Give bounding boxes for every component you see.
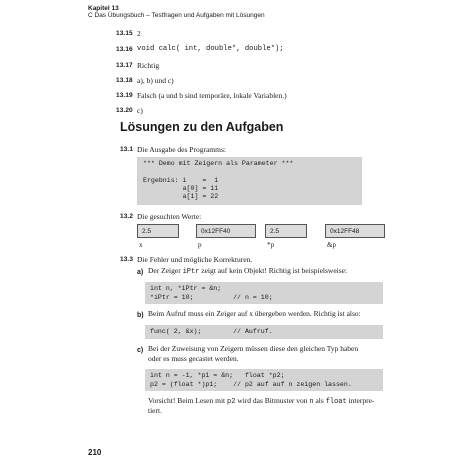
chapter-label: Kapitel 13: [88, 5, 119, 12]
answer-text: a), b) und c): [137, 76, 174, 85]
answer-number: 13.17: [116, 62, 133, 69]
task-text: Die Ausgabe des Programms:: [137, 145, 226, 154]
value-box-addr-p: 0x12FF48: [325, 224, 385, 238]
code-line: *** Demo mit Zeigern als Parameter ***: [143, 160, 294, 167]
sub-label-a: a): [137, 269, 144, 276]
sub-text-c-line1: Bei der Zuweisung von Zeigern müssen diese den gleichen Typ haben: [148, 344, 359, 353]
task-text: Die Fehler und mögliche Korrekturen.: [137, 255, 253, 264]
value-label-p: p: [198, 241, 202, 249]
answer-text: Falsch (a und b sind temporäre, lokale Variablen.): [137, 91, 287, 100]
sub-text-a: Der Zeiger iPtr zeigt auf kein Objekt! Richtig ist beispielsweise:: [148, 266, 348, 276]
sub-text-c-line2: oder es muss gecastet werden.: [148, 354, 239, 363]
code-line: a[1] = 22: [143, 193, 219, 200]
page-number: 210: [88, 448, 102, 457]
code-block: [145, 325, 383, 339]
sub-label-c: c): [137, 347, 144, 354]
code-line: int n, *iPtr = &n;: [150, 285, 222, 292]
code-line: func( 2, &x); // Aufruf.: [150, 328, 273, 335]
answer-number: 13.15: [116, 30, 133, 37]
task-number: 13.1: [120, 146, 134, 153]
code-block: [145, 282, 383, 304]
answer-number: 13.16: [116, 46, 133, 53]
code-line: int n = -1, *p1 = &n; float *p2;: [150, 372, 285, 379]
sub-text-b: Beim Aufruf muss ein Zeiger auf x übergeben werden. Richtig ist also:: [148, 309, 361, 318]
value-box-p: 0x12FF40: [196, 224, 256, 238]
code-line: Ergebnis: i = 1: [143, 177, 219, 184]
section-heading: Lösungen zu den Aufgaben: [120, 120, 284, 134]
task-number: 13.3: [120, 256, 134, 263]
code-line: a[0] = 11: [143, 185, 219, 192]
value-box-deref-p: 2.5: [265, 224, 307, 238]
answer-code: void calc( int, double*, double*);: [137, 45, 284, 53]
code-line: *iPtr = 10; // n = 10;: [150, 294, 273, 301]
value-label-x: x: [139, 241, 143, 249]
answer-text: c): [137, 106, 143, 115]
answer-number: 13.20: [116, 107, 133, 114]
answer-number: 13.18: [116, 77, 133, 84]
answer-text: 2: [137, 29, 141, 38]
note-line1: Vorsicht! Beim Lesen mit p2 wird das Bitmuster von n als float interpre-: [148, 396, 375, 406]
task-text: Die gesuchten Werte:: [137, 212, 202, 221]
running-title: C Das Übungsbuch – Testfragen und Aufgaben mit Lösungen: [88, 12, 265, 19]
value-label-deref-p: *p: [267, 241, 274, 249]
code-block: [137, 157, 362, 205]
note-line2: tiert.: [148, 406, 162, 415]
answer-number: 13.19: [116, 92, 133, 99]
value-label-addr-p: &p: [327, 241, 336, 249]
sub-label-b: b): [137, 312, 144, 319]
code-line: p2 = (float *)p1; // p2 auf auf n zeigen lassen.: [150, 381, 352, 388]
code-block: [145, 369, 383, 391]
task-number: 13.2: [120, 213, 134, 220]
value-box-x: 2.5: [137, 224, 179, 238]
answer-text: Richtig: [137, 61, 160, 70]
